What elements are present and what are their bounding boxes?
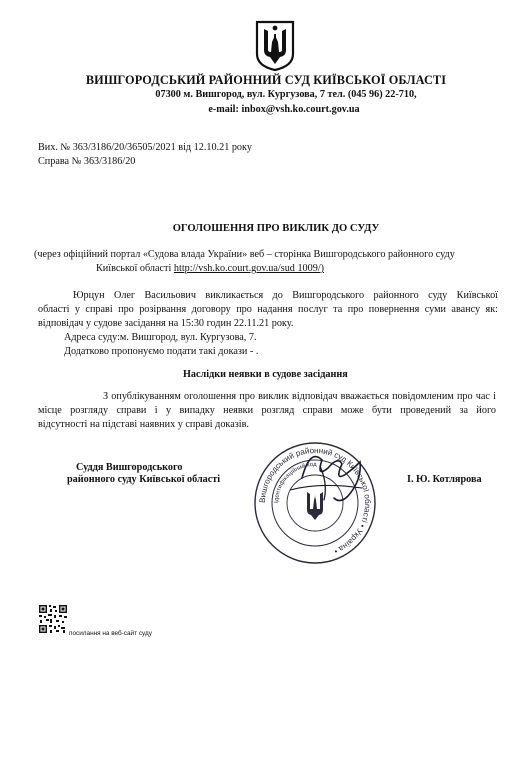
court-address: 07300 м. Вишгород, вул. Кургузова, 7 тел. (045 96) 22-710, — [155, 89, 417, 100]
judge-name: І. Ю. Котлярова — [407, 474, 482, 485]
court-name-heading: ВИШГОРОДСЬКИЙ РАЙОННИЙ СУД КИЇВСЬКОЇ ОБЛАСТІ — [85, 73, 447, 87]
qr-code[interactable] — [38, 604, 68, 634]
consequences-line-1: З опублікуванням оголошення про виклик відповідач вважається повідомленим про час і — [103, 391, 496, 402]
court-email: e-mail: inbox@vsh.ko.court.gov.ua — [208, 104, 360, 115]
judge-role-line2: районного суду Київської області — [67, 474, 221, 485]
consequences-heading: Наслідки неявки в судове засідання — [183, 369, 348, 380]
summons-line-3: відповідач у судове засідання на 15:30 годин 22.11.21 року. — [38, 318, 294, 329]
case-number: Справа № 363/3186/20 — [38, 156, 136, 167]
document-title: ОГОЛОШЕННЯ ПРО ВИКЛИК ДО СУДУ — [172, 223, 380, 234]
portal-note-line2 — [96, 263, 324, 274]
stamp-inner-text: Ідентифікаційний код — [273, 461, 317, 504]
consequences-line-2: місце розгляду справи і у випадку неявки розгляд справи може бути проведений за його — [38, 405, 496, 416]
court-address-line: Адреса суду:м. Вишгород, вул. Кургузова, 7. — [64, 332, 257, 343]
court-website-link[interactable]: http://vsh.ko.court.gov.ua/sud 1009/) — [173, 263, 325, 274]
court-stamp — [250, 438, 380, 568]
qr-caption: посилання на веб-сайт суду — [69, 630, 152, 637]
coat-of-arms-icon — [255, 20, 295, 72]
evidence-line: Додатково пропонуємо подати такі докази - . — [64, 346, 259, 357]
consequences-line-3: відсутності на підставі наявних у справі доказів. — [38, 419, 249, 430]
outgoing-reference: Вих. № 363/3186/20/36505/2021 від 12.10.21 року — [38, 142, 252, 153]
summons-line-1: Юрцун Олег Васильович викликається до Вишгородського районного суду Київської — [73, 290, 498, 301]
portal-note-prefix: Київської області — [96, 263, 174, 274]
portal-note-line1: (через офіційний портал «Судова влада України» веб – сторінка Вишгородського районного суду — [34, 249, 455, 260]
summons-line-2: області у справі про розірвання договору про надання послуг та про повернення суми авансу як: — [38, 304, 498, 315]
stamp-ring-text: Вишгородський районний суд Київської області • Україна • — [257, 445, 373, 556]
judge-role-line1: Суддя Вишгородського — [76, 462, 183, 473]
